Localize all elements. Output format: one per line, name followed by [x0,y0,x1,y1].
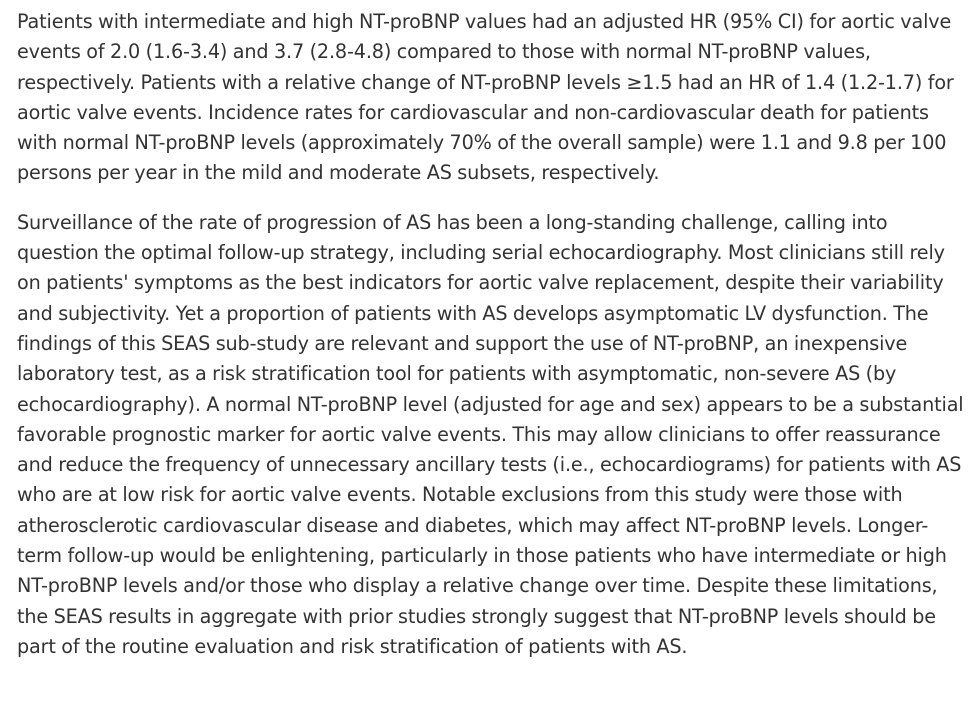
paragraph-discussion: Surveillance of the rate of progression of AS has been a long-standing challenge, calling into question the optimal follow-up strategy, including serial echocardiography. Most clinicians still rely on patients' symptoms as the best indicators for aortic valve replacement, despite their variability and subjectivity. Yet a proportion of patients with AS develops asymptomatic LV dysfunction. The findings of this SEAS sub-study are relevant and support the use of NT-proBNP, an inexpensive laboratory test, as a risk stratification tool for patients with asymptomatic, non-severe AS (by echocardiography). A normal NT-proBNP level (adjusted for age and sex) appears to be a substantial favorable prognostic marker for aortic valve events. This may allow clinicians to offer reassurance and reduce the frequency of unnecessary ancillary tests (i.e., echocardiograms) for patients with AS who are at low risk for aortic valve events. Notable exclusions from this study were those with atherosclerotic cardiovascular disease and diabetes, which may affect NT-proBNP levels. Longer-term follow-up would be enlightening, particularly in those patients who have intermediate or high NT-proBNP levels and/or those who display a relative change over time. Despite these limitations, the SEAS results in aggregate with prior studies strongly suggest that NT-proBNP levels should be part of the routine evaluation and risk stratification of patients with AS. [17,210,964,658]
paragraph-results: Patients with intermediate and high NT-proBNP values had an adjusted HR (95% CI) for aortic valve events of 2.0 (1.6-3.4) and 3.7 (2.8-4.8) compared to those with normal NT-proBNP values, respectively. Patients with a relative change of NT-proBNP levels ≥1.5 had an HR of 1.4 (1.2-1.7) for aortic valve events. Incidence rates for cardiovascular and non-cardiovascular death for patients with normal NT-proBNP levels (approximately 70% of the overall sample) were 1.1 and 9.8 per 100 persons per year in the mild and moderate AS subsets, respectively. [17,10,954,185]
